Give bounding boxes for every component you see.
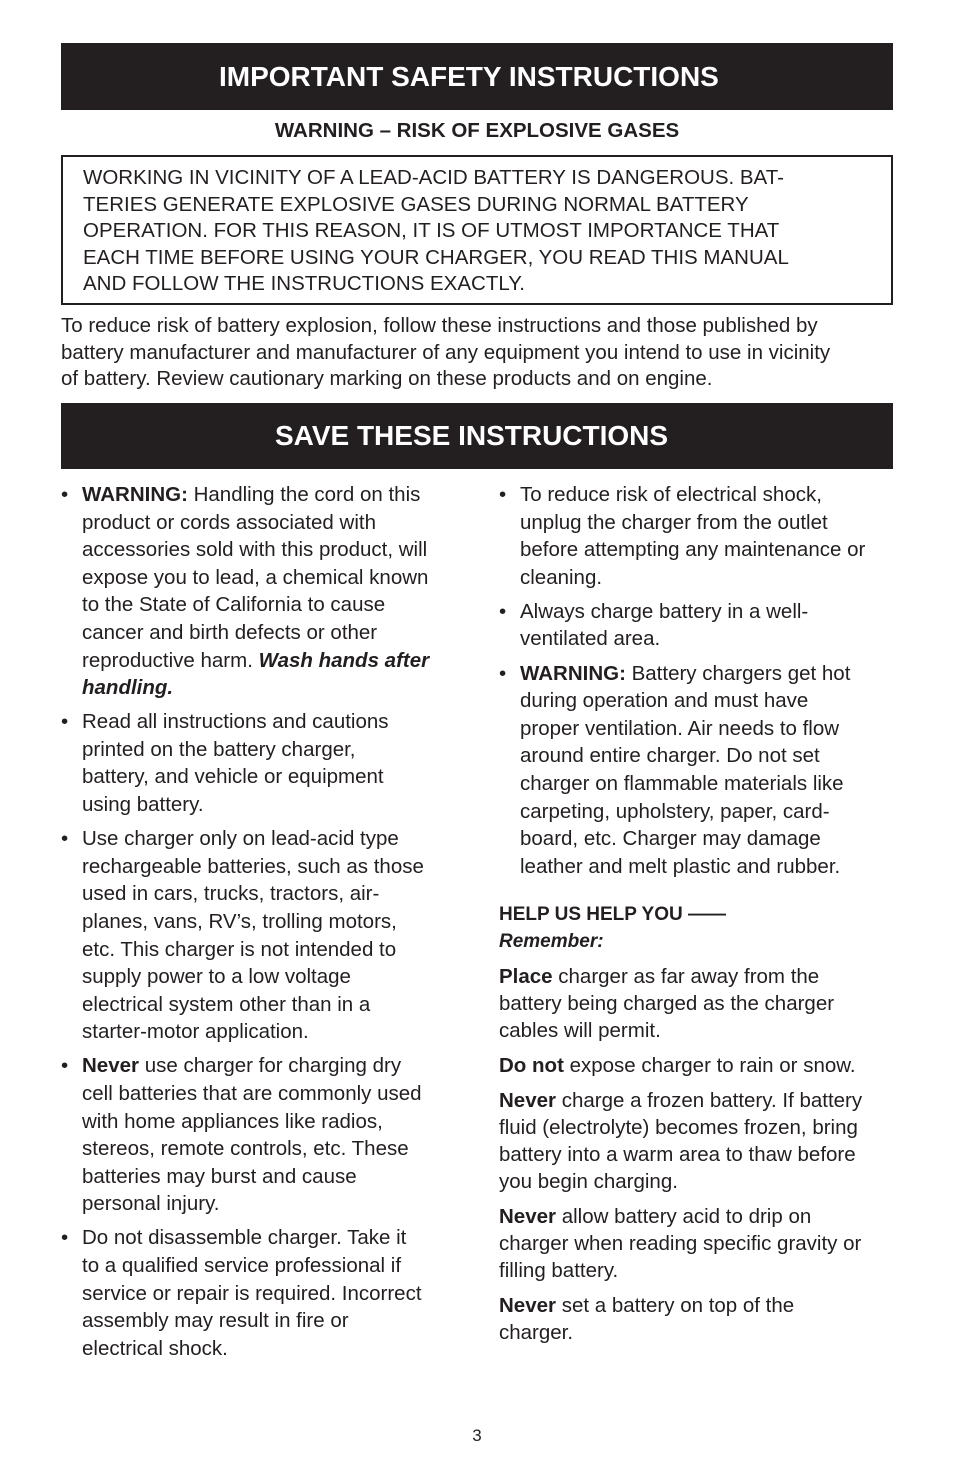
warning-box bbox=[61, 155, 893, 305]
right-column bbox=[499, 481, 899, 1346]
list-item: • Always charge battery in a well- ventilated area. bbox=[499, 598, 899, 653]
bold-lead: Never bbox=[499, 1205, 556, 1229]
save-instructions-banner bbox=[61, 403, 893, 469]
bold-lead: Do not bbox=[499, 1054, 564, 1078]
intro-paragraph bbox=[61, 313, 901, 393]
warning-line: EACH TIME BEFORE USING YOUR CHARGER, YOU READ THIS MANUAL bbox=[83, 245, 789, 269]
help-heading: HELP US HELP YOU —— bbox=[499, 904, 726, 926]
emphasis-text: Wash hands after bbox=[258, 648, 430, 672]
left-bullet-list bbox=[61, 481, 471, 1362]
help-paragraph: Do not expose charger to rain or snow. bbox=[499, 1054, 856, 1078]
intro-line: To reduce risk of battery explosion, follow these instructions and those published by bbox=[61, 314, 818, 337]
help-paragraph: Never set a battery on top of the charger. bbox=[499, 1294, 795, 1345]
bold-lead: Never bbox=[82, 1054, 139, 1078]
list-item: • Read all instructions and cautions printed on the battery charger, battery, and vehicle or equipment using battery. bbox=[61, 708, 471, 818]
list-item: • WARNING: Battery chargers get hot during operation and must have proper ventilation. Air needs to flow around entire charger. Do not set charger on flammable materials like carpeting, upholstery, paper, card- board, etc. Charger may damage leather and melt plastic and rubber. bbox=[499, 660, 899, 881]
help-paragraph: Never charge a frozen battery. If battery fluid (electrolyte) becomes frozen, bring battery into a warm area to thaw before you begin charging. bbox=[499, 1089, 863, 1194]
safety-instructions-banner bbox=[61, 43, 893, 110]
warning-line: OPERATION. FOR THIS REASON, IT IS OF UTMOST IMPORTANCE THAT bbox=[83, 219, 780, 242]
warning-subheading: WARNING – RISK OF EXPLOSIVE GASES bbox=[274, 119, 680, 142]
right-bullet-list bbox=[499, 481, 899, 880]
intro-line: battery manufacturer and manufacturer of any equipment you intend to use in vicinity bbox=[61, 340, 831, 364]
bold-lead: WARNING: bbox=[82, 483, 188, 506]
help-paragraph: Never allow battery acid to drip on charger when reading specific gravity or filling battery. bbox=[499, 1205, 862, 1283]
bold-lead: Never bbox=[499, 1089, 556, 1113]
help-remember: Remember: bbox=[499, 931, 604, 953]
warning-line: AND FOLLOW THE INSTRUCTIONS EXACTLY. bbox=[83, 272, 525, 295]
banner-title: IMPORTANT SAFETY INSTRUCTIONS bbox=[219, 60, 719, 92]
help-paragraph: Place charger as far away from the battery being charged as the charger cables will permit. bbox=[499, 965, 835, 1043]
list-item: • Do not disassemble charger. Take it to a qualified service professional if service or repair is required. Incorrect assembly may result in fire or electrical shock. bbox=[61, 1224, 471, 1362]
intro-line: of battery. Review cautionary marking on these products and on engine. bbox=[61, 367, 713, 390]
bold-lead: Place bbox=[499, 965, 553, 989]
banner-title: SAVE THESE INSTRUCTIONS bbox=[275, 420, 669, 451]
list-item: • Never use charger for charging dry cell batteries that are commonly used with home appliances like radios, stereos, remote controls, etc. These batteries may burst and cause personal injury. bbox=[61, 1052, 471, 1218]
left-column bbox=[61, 481, 471, 1369]
list-item: • WARNING: Handling the cord on this product or cords associated with accessories sold with this product, will expose you to lead, a chemical known to the State of California to cause cancer and birth defects or other reproductive harm. Wash hands after handling. bbox=[61, 481, 471, 702]
list-item: • Use charger only on lead-acid type rechargeable batteries, such as those used in cars, trucks, tractors, air- planes, vans, RV’s, trolling motors, etc. This charger is not intended to supply power to a low voltage electrical system other than in a starter-motor application. bbox=[61, 825, 471, 1046]
warning-line: TERIES GENERATE EXPLOSIVE GASES DURING NORMAL BATTERY bbox=[83, 192, 749, 216]
page-number: 3 bbox=[472, 1426, 482, 1445]
list-item: • To reduce risk of electrical shock, unplug the charger from the outlet before attempting any maintenance or cleaning. bbox=[499, 481, 899, 591]
bold-lead: Never bbox=[499, 1294, 556, 1318]
warning-line: WORKING IN VICINITY OF A LEAD-ACID BATTERY IS DANGEROUS. BAT- bbox=[83, 166, 784, 189]
emphasis-text: handling. bbox=[82, 676, 174, 700]
bold-lead: WARNING: bbox=[520, 661, 626, 685]
